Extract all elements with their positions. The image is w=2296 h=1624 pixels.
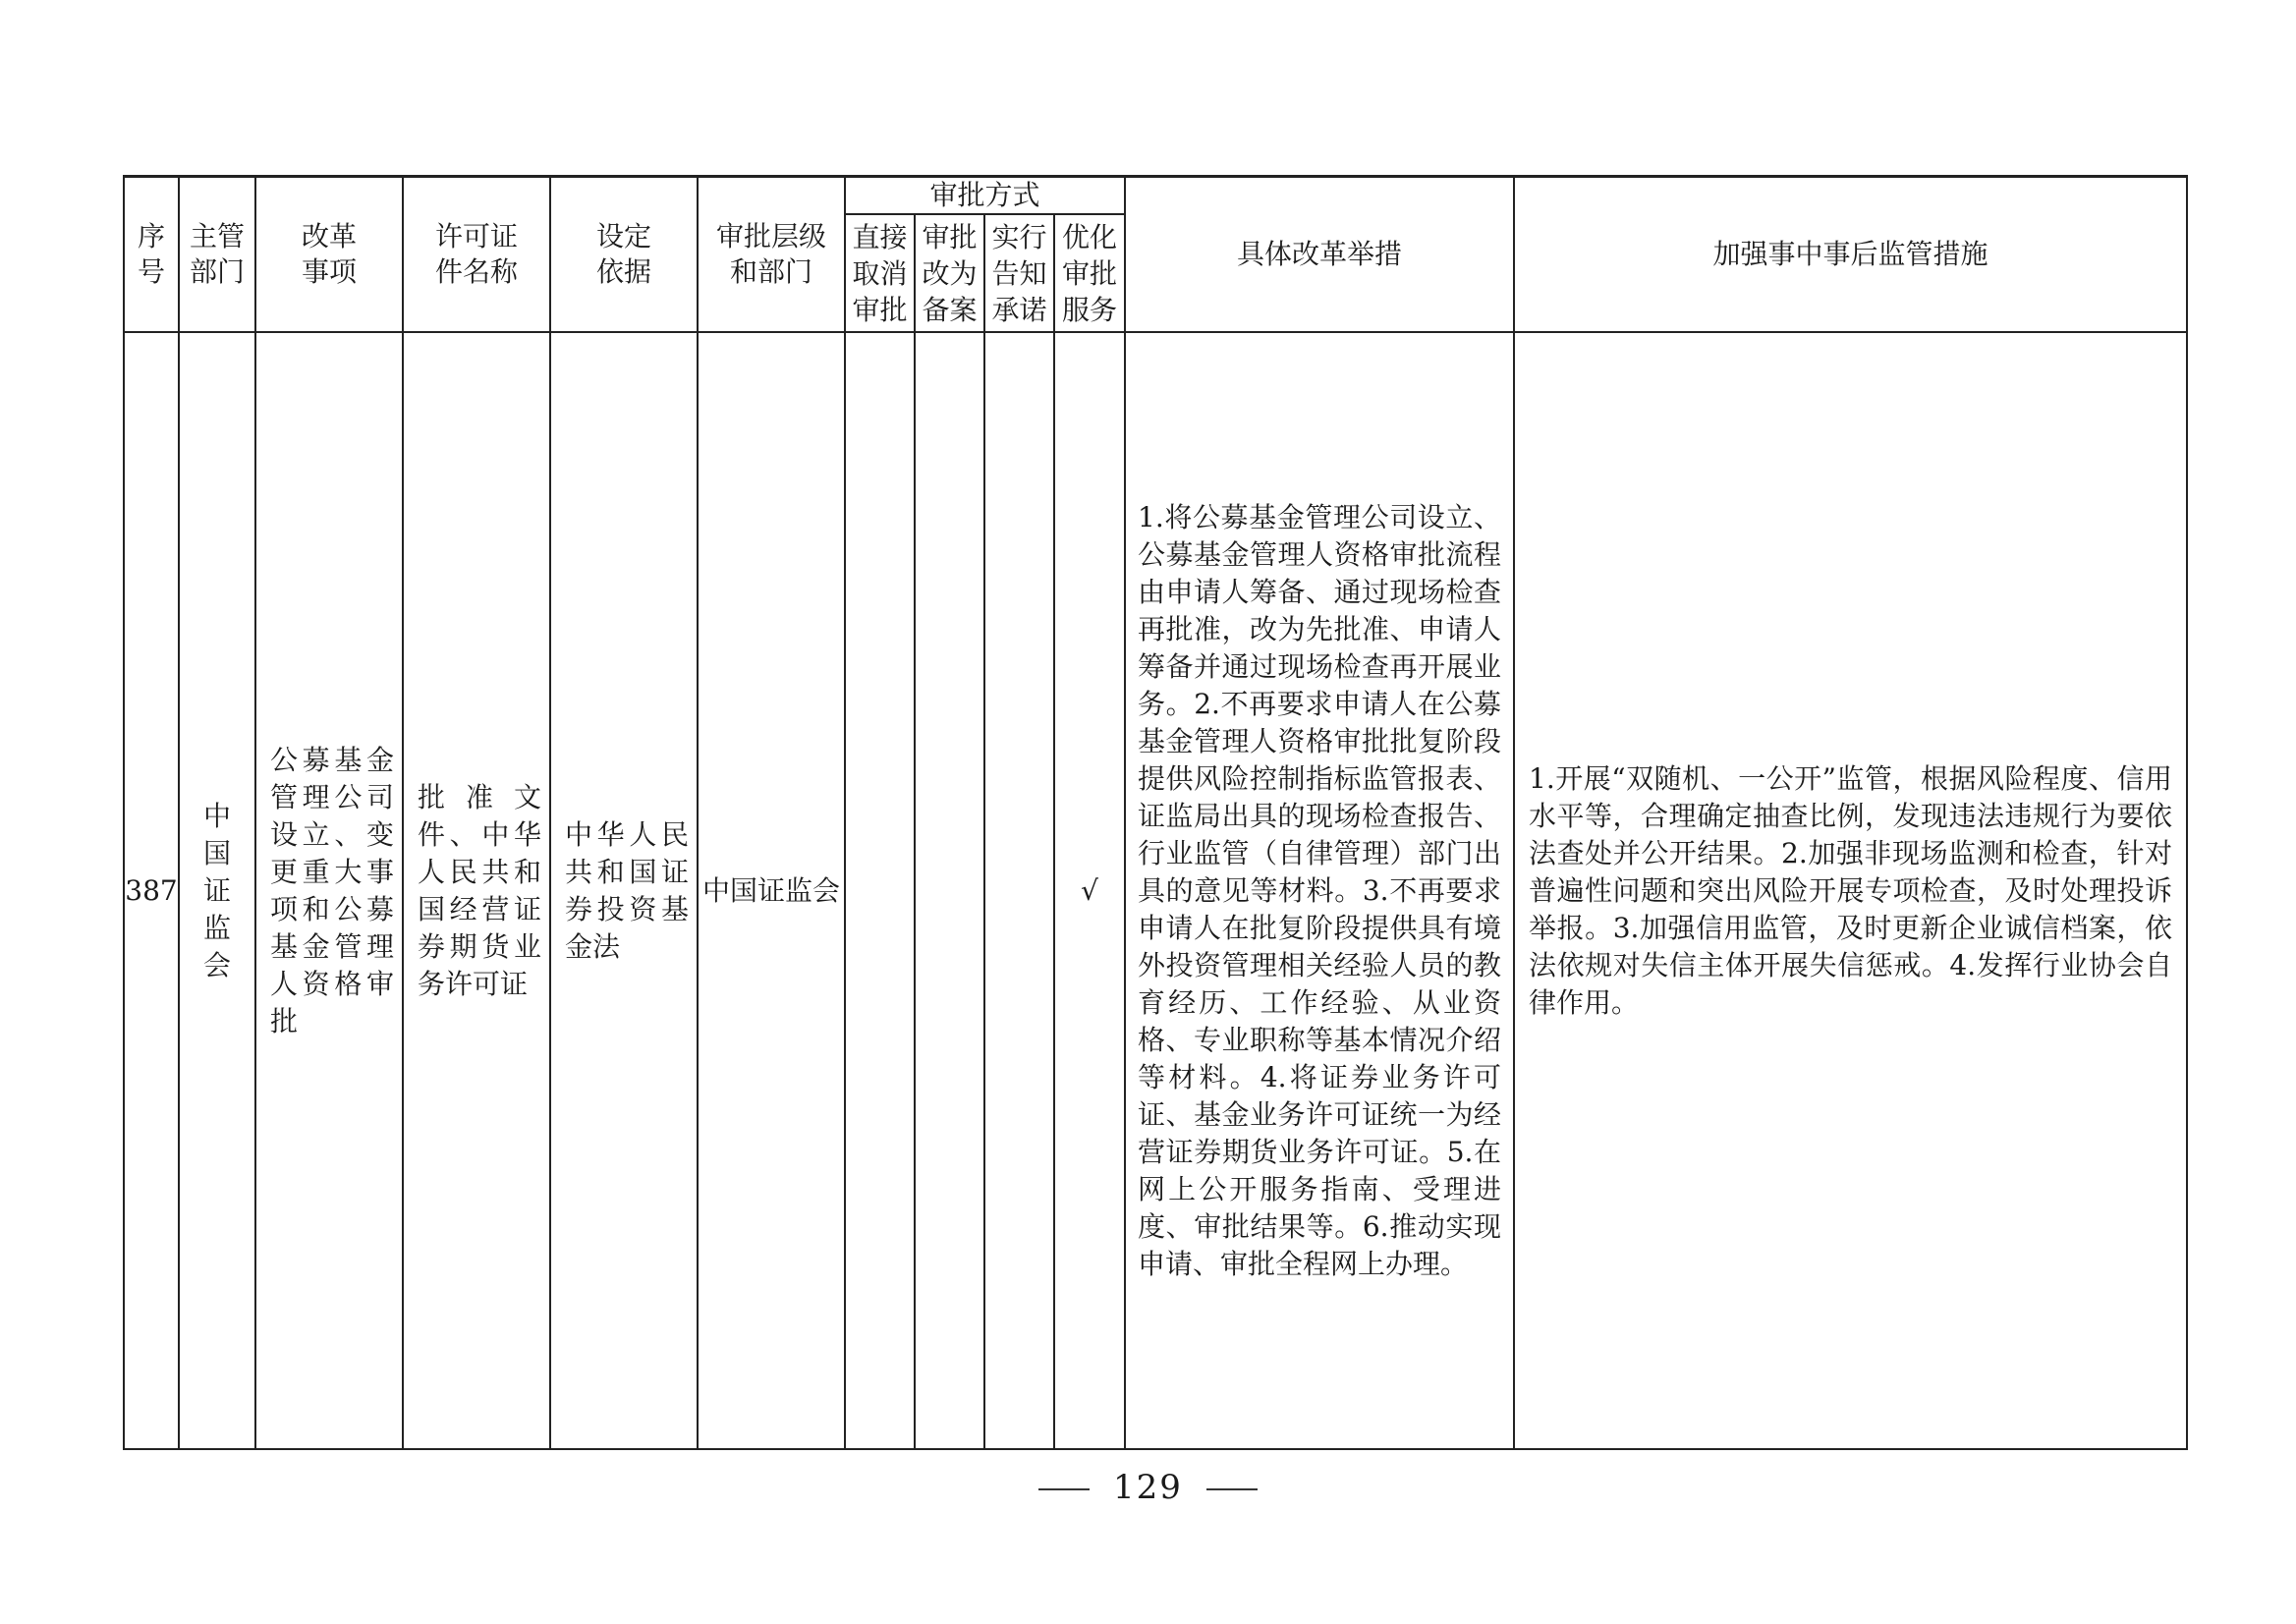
reform-table <box>123 175 2188 1450</box>
page-footer <box>0 1468 2296 1507</box>
cell-seq: 387 <box>124 332 179 1449</box>
cell-measures: 1.将公募基金管理公司设立、公募基金管理人资格审批流程由申请人筹备、通过现场检查再批准，改为先批准、申请人筹备并通过现场检查再开展业务。2.不再要求申请人在公募基金管理人资格审批批复阶段提供风险控制指标监管报表、证监局出具的现场检查报告、行业监管（自律管理）部门出具的意见等材料。3.不再要求申请人在批复阶段提供具有境外投资管理相关经验人员的教育经历、工作经验、从业资格、专业职称等基本情况介绍等材料。4.将证券业务许可证、基金业务许可证统一为经营证券期货业务许可证。5.在网上公开服务指南、受理进度、审批结果等。6.推动实现申请、审批全程网上办理。 <box>1125 332 1514 1449</box>
cell-method-notify <box>984 332 1054 1449</box>
header-supervision: 加强事中事后监管措施 <box>1514 177 2187 333</box>
header-seq: 序号 <box>124 177 179 333</box>
header-method-optimize: 优化审批服务 <box>1054 214 1125 332</box>
cell-supervision: 1.开展“双随机、一公开”监管，根据风险程度、信用水平等，合理确定抽查比例，发现违法违规行为要依法查处并公开结果。2.加强非现场监测和检查，针对普遍性问题和突出风险开展专项检查，及时处理投诉举报。3.加强信用监管，及时更新企业诚信档案，依法依规对失信主体开展失信惩戒。4.发挥行业协会自律作用。 <box>1514 332 2187 1449</box>
cell-item: 公募基金管理公司设立、变更重大事项和公募基金管理人资格审批 <box>255 332 403 1449</box>
header-method-group: 审批方式 <box>845 177 1125 215</box>
header-dept: 主管部门 <box>179 177 255 333</box>
header-method-notify: 实行告知承诺 <box>984 214 1054 332</box>
cell-dept: 中国证监会 <box>179 332 255 1449</box>
header-license: 许可证件名称 <box>403 177 550 333</box>
cell-basis: 中华人民共和国证券投资基金法 <box>550 332 698 1449</box>
cell-method-record <box>915 332 984 1449</box>
table-row <box>124 332 2187 1449</box>
cell-license: 批准文件、中华人民共和国经营证券期货业务许可证 <box>403 332 550 1449</box>
header-item: 改革事项 <box>255 177 403 333</box>
page-number: 129 <box>1113 1468 1183 1507</box>
dash-left <box>1038 1488 1090 1490</box>
header-method-record: 审批改为备案 <box>915 214 984 332</box>
cell-method-cancel <box>845 332 915 1449</box>
cell-method-optimize: √ <box>1054 332 1125 1449</box>
header-basis: 设定依据 <box>550 177 698 333</box>
header-measures: 具体改革举措 <box>1125 177 1514 333</box>
header-method-cancel: 直接取消审批 <box>845 214 915 332</box>
cell-level: 中国证监会 <box>698 332 845 1449</box>
header-level: 审批层级和部门 <box>698 177 845 333</box>
dash-right <box>1206 1488 1258 1490</box>
